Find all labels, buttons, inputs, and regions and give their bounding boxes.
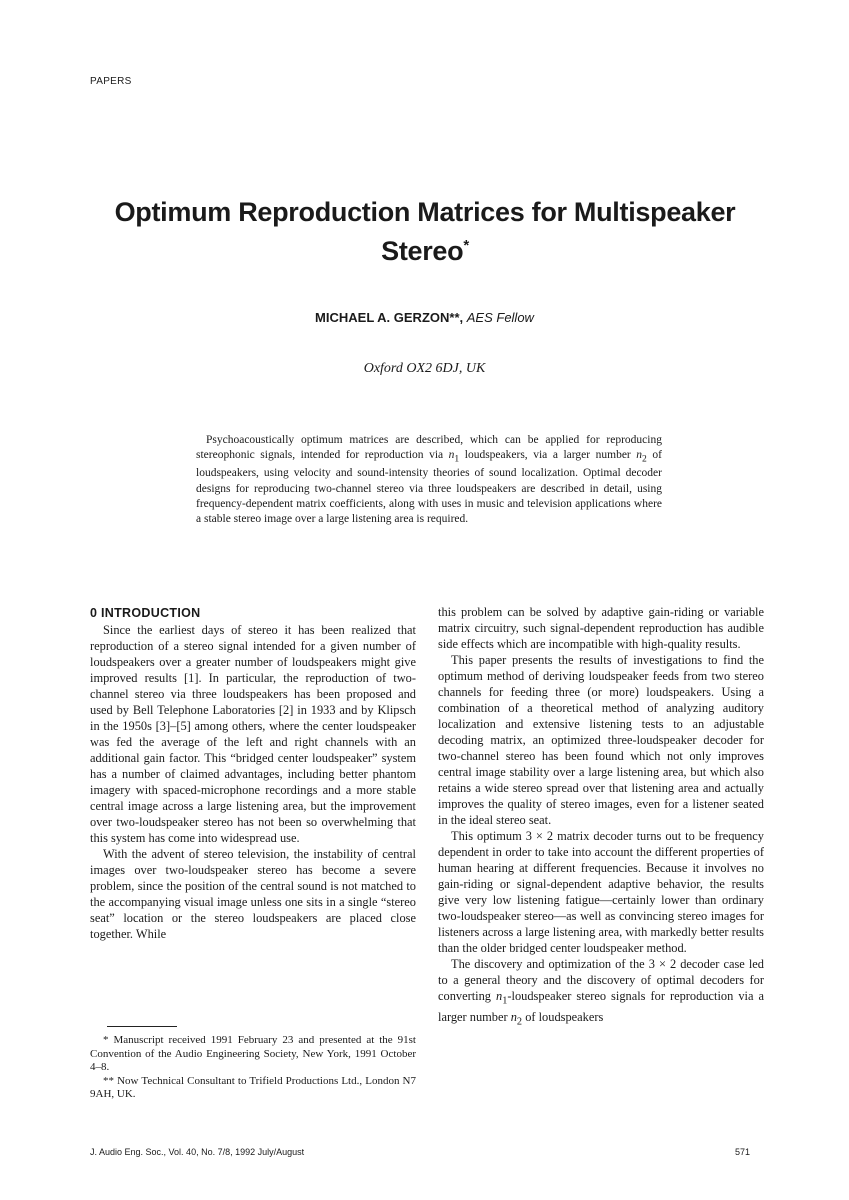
footnote-divider <box>107 1026 177 1027</box>
abstract-text-1: Psychoacoustically optimum matrices are described, which can be applied for reproducing stereophonic signals, intended for reproduction via <box>196 434 662 462</box>
left-column <box>90 622 416 942</box>
intro-paragraph-4: This paper presents the results of investigations to find the optimum method of deriving loudspeaker feeds from two stereo channels for feeding three (or more) loudspeakers. Using a combination of a theoretical method of analyzing auditory localization and extensive listening tests to an adjustable decoding matrix, an optimized three-loudspeaker decoder for two-channel stereo has been found which not only improves central image stability over a large listening area, but which also retains a wide stereo spread over that listening area and actually improves the quality of stereo images, even for a listener seated in the ideal stereo seat. <box>438 653 764 827</box>
page-number: 571 <box>735 1147 751 1157</box>
footnotes <box>90 1034 416 1102</box>
abstract-sub-1: 1 <box>454 453 460 465</box>
para6-text-3: of loudspeakers <box>522 1010 604 1025</box>
abstract-text-2: loudspeakers, via a larger number <box>459 449 637 462</box>
abstract-sub-2: 2 <box>642 453 647 465</box>
section-heading-introduction: 0 INTRODUCTION <box>90 606 201 620</box>
author-line <box>0 310 849 325</box>
abstract-var-n1: n <box>448 449 455 462</box>
section-label: PAPERS <box>90 76 132 87</box>
para6-sub-1: 1 <box>502 995 508 1007</box>
abstract-var-n2: n <box>636 449 643 462</box>
para6-text-2: -loudspeaker stereo signals for reproduction via a larger number <box>438 989 764 1025</box>
intro-paragraph-6 <box>438 956 764 1031</box>
intro-paragraph-3: this problem can be solved by adaptive gain-riding or variable matrix circuitry, such signal-dependent reproduction has audible side effects which are incompatible with high-quality results. <box>438 605 764 651</box>
intro-paragraph-5: This optimum 3 × 2 matrix decoder turns out to be frequency dependent in order to take into account the different properties of human hearing at different frequencies. Because it involves no gain-riding or signal-dependent adaptive behavior, the results give very low listening fatigue—certainly lower than ordinary two-loudspeaker stereo—as well as convincing stereo images for listeners across a large listening area, with markedly better results than the older bridged center loudspeaker method. <box>438 829 764 955</box>
author-role: AES Fellow <box>466 310 534 325</box>
footnote-manuscript: * Manuscript received 1991 February 23 and presented at the 91st Convention of the Audio Engineering Society, New York, 1991 October 4–8. <box>90 1034 416 1074</box>
author-name: MICHAEL A. GERZON**, <box>315 310 464 325</box>
para6-sub-2: 2 <box>516 1016 523 1028</box>
intro-paragraph-2: With the advent of stereo television, the instability of central images over two-loudspeaker stereo has become a severe problem, since the position of the central sound is not matched to the accompanying visual image unless one sits in a single “stereo seat” location or the stereo loudspeakers are placed close together. While <box>90 847 416 941</box>
paper-title <box>100 196 750 268</box>
abstract-text-3: of loudspeakers, using velocity and sound-intensity theories of sound localization. Optimal decoder designs for reproducing two-channel stereo via three loudspeakers are described in detail, using frequency-dependent matrix coefficients, along with uses in music and television applications where a stable stereo image over a large listening area is required. <box>196 449 662 525</box>
right-column <box>438 604 764 1031</box>
para6-var-n2: n <box>510 1010 517 1025</box>
affiliation: Oxford OX2 6DJ, UK <box>363 361 486 376</box>
title-line-1: Optimum Reproduction Matrices for Multispeaker <box>114 197 736 227</box>
para6-text-1: The discovery and optimization of the 3 × 2 decoder case led to a general theory and the discovery of optimal decoders for converting <box>438 957 764 1003</box>
para6-var-n1: n <box>496 989 503 1003</box>
intro-paragraph-1: Since the earliest days of stereo it has been realized that reproduction of a stereo signal intended for a given number of loudspeakers over a greater number of loudspeakers might give improved results [1]. In particular, the reproduction of two-channel stereo via three loudspeakers has been proposed and used by Bell Telephone Laboratories [2] in 1933 and by Klipsch in the 1950s [3]–[5] among others, where the center loudspeaker was fed the average of the left and right channels with an additional gain factor. This “bridged center loudspeaker” system has a number of claimed advantages, including better phantom imagery with spaced-microphone recordings and a more stable central image across a large listening area, but the improvement over two-loudspeaker stereo has not been so overwhelming that this system has come into widespread use. <box>90 623 416 845</box>
title-footnote-mark: * <box>463 237 469 254</box>
abstract <box>196 433 662 527</box>
title-line-2: Stereo <box>381 236 464 266</box>
footnote-author: ** Now Technical Consultant to Trifield Productions Ltd., London N7 9AH, UK. <box>90 1074 416 1101</box>
journal-citation: J. Audio Eng. Soc., Vol. 40, No. 7/8, 1992 July/August <box>90 1147 305 1157</box>
